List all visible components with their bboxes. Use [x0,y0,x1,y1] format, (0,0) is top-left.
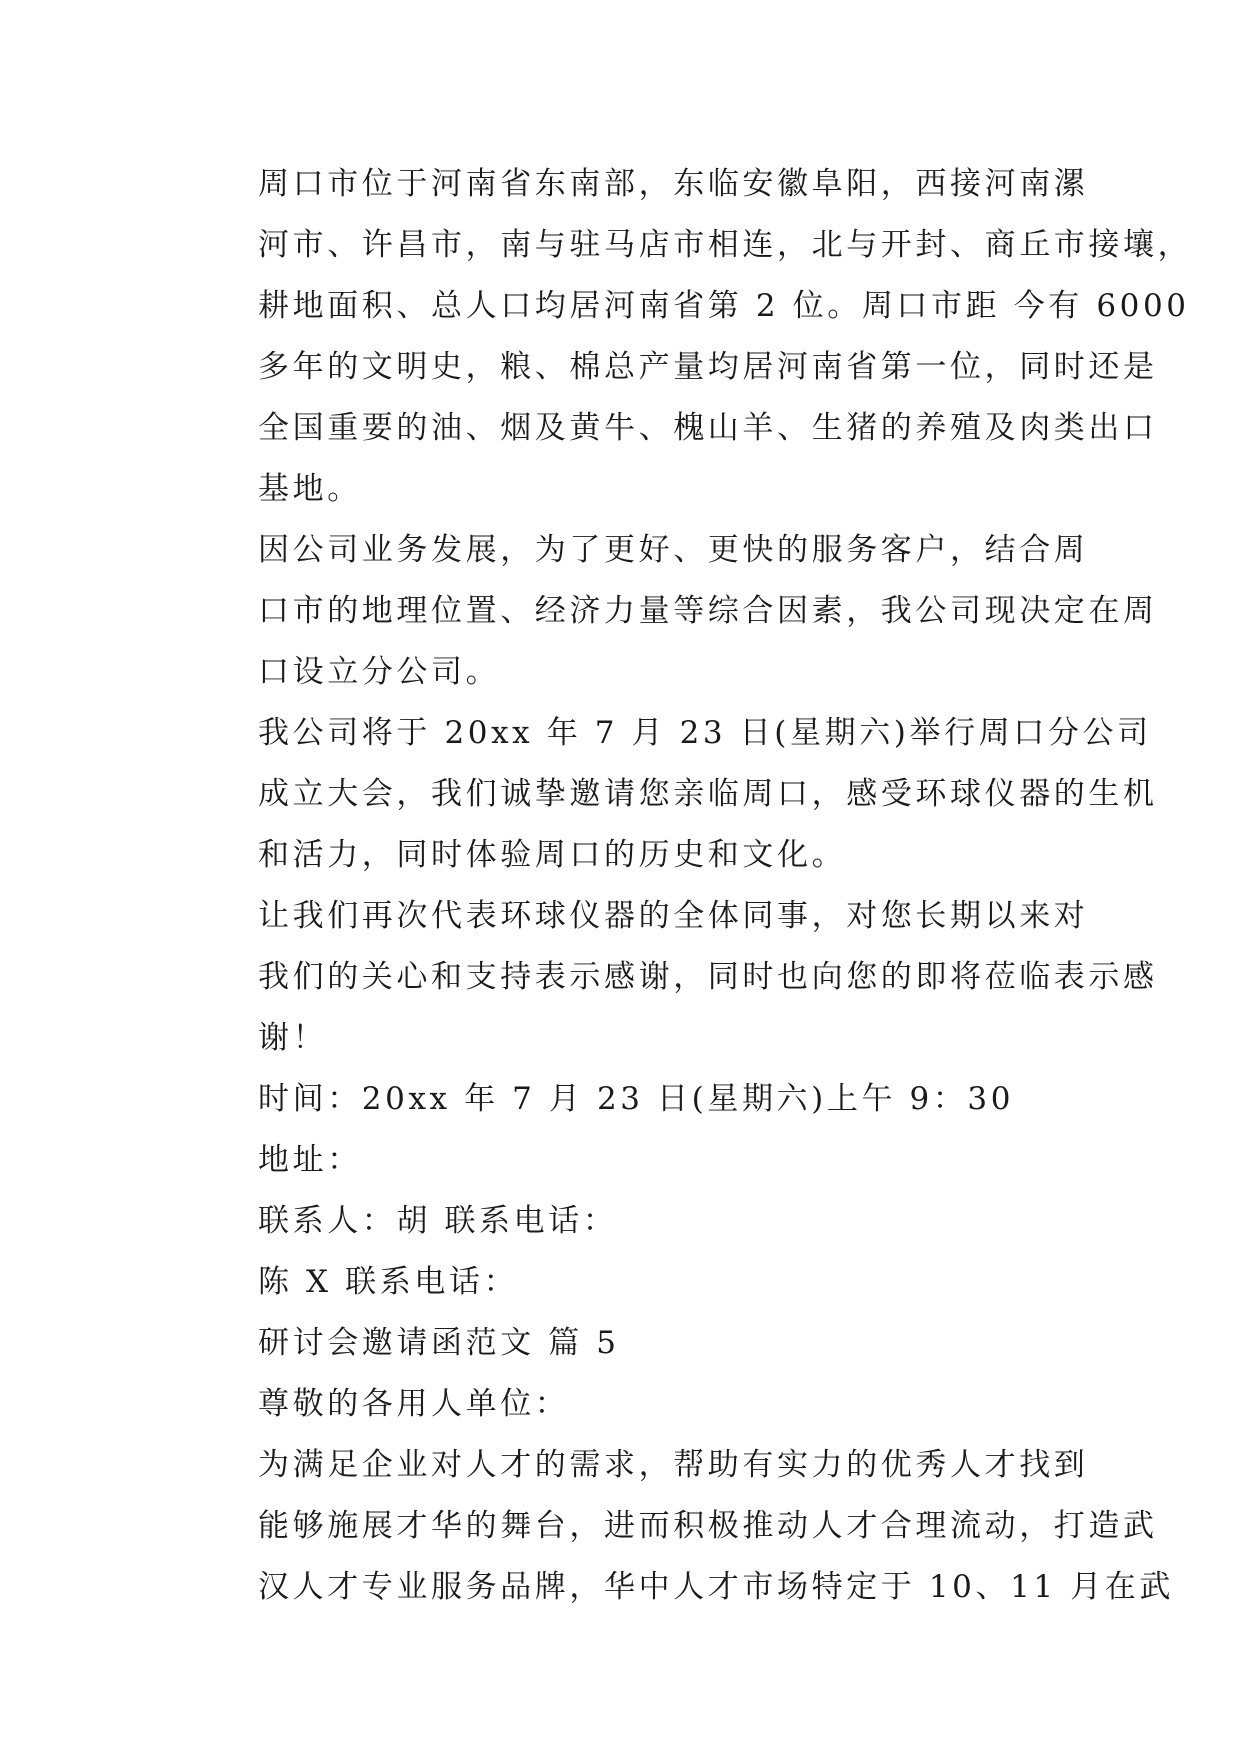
text-line: 我们的关心和支持表示感谢，同时也向您的即将莅临表示感 [258,959,1158,995]
text-line: 联系人：胡 联系电话： [258,1203,618,1239]
text-line: 多年的文明史，粮、棉总产量均居河南省第一位，同时还是 [258,349,1158,385]
contact-chen [192,1252,1052,1313]
text-line: 河市、许昌市，南与驻马店市相连，北与开封、商丘市接壤， [258,227,1193,263]
text-line: 能够施展才华的舞台，进而积极推动人才合理流动，打造武 [258,1508,1158,1544]
text-line: 和活力，同时体验周口的历史和文化。 [258,837,847,873]
event-address [192,1130,1052,1191]
paragraph-zhoukou-intro [192,154,1193,520]
document-body [192,154,1193,1618]
text-line: 尊敬的各用人单位： [258,1386,570,1422]
text-line: 谢！ [258,1020,328,1056]
paragraph-thanks [192,886,1158,1069]
text-line: 我公司将于 20xx 年 7 月 23 日(星期六)举行周口分公司 [258,715,1152,751]
text-line: 成立大会，我们诚挚邀请您亲临周口，感受环球仪器的生机 [258,776,1158,812]
text-line: 因公司业务发展，为了更好、更快的服务客户，结合周 [258,532,1089,568]
section-heading [192,1313,1052,1374]
text-line: 让我们再次代表环球仪器的全体同事，对您长期以来对 [258,898,1089,934]
text-line: 汉人才专业服务品牌，华中人才市场特定于 10、11 月在武 [258,1569,1174,1605]
paragraph-invitation [192,703,1158,886]
text-line: 陈 X 联系电话： [258,1264,519,1300]
text-line: 口市的地理位置、经济力量等综合因素，我公司现决定在周 [258,593,1158,629]
paragraph-branch-reason [192,520,1158,703]
text-line: 周口市位于河南省东南部，东临安徽阜阳，西接河南漯 [258,166,1089,202]
event-time [192,1069,1052,1130]
text-line: 全国重要的油、烟及黄牛、槐山羊、生猪的养殖及肉类出口 [258,410,1158,446]
text-line: 为满足企业对人才的需求，帮助有实力的优秀人才找到 [258,1447,1089,1483]
contact-hu [192,1191,1052,1252]
text-line: 口设立分公司。 [258,654,501,690]
salutation [192,1374,1052,1435]
text-line: 基地。 [258,471,362,507]
text-line: 耕地面积、总人口均居河南省第 2 位。周口市距 今有 6000 [258,288,1190,324]
paragraph-talent-market [192,1435,1174,1618]
text-line: 时间：20xx 年 7 月 23 日(星期六)上午 9：30 [258,1081,1015,1117]
text-line: 研讨会邀请函范文 篇 5 [258,1325,620,1361]
text-line: 地址： [258,1142,362,1178]
